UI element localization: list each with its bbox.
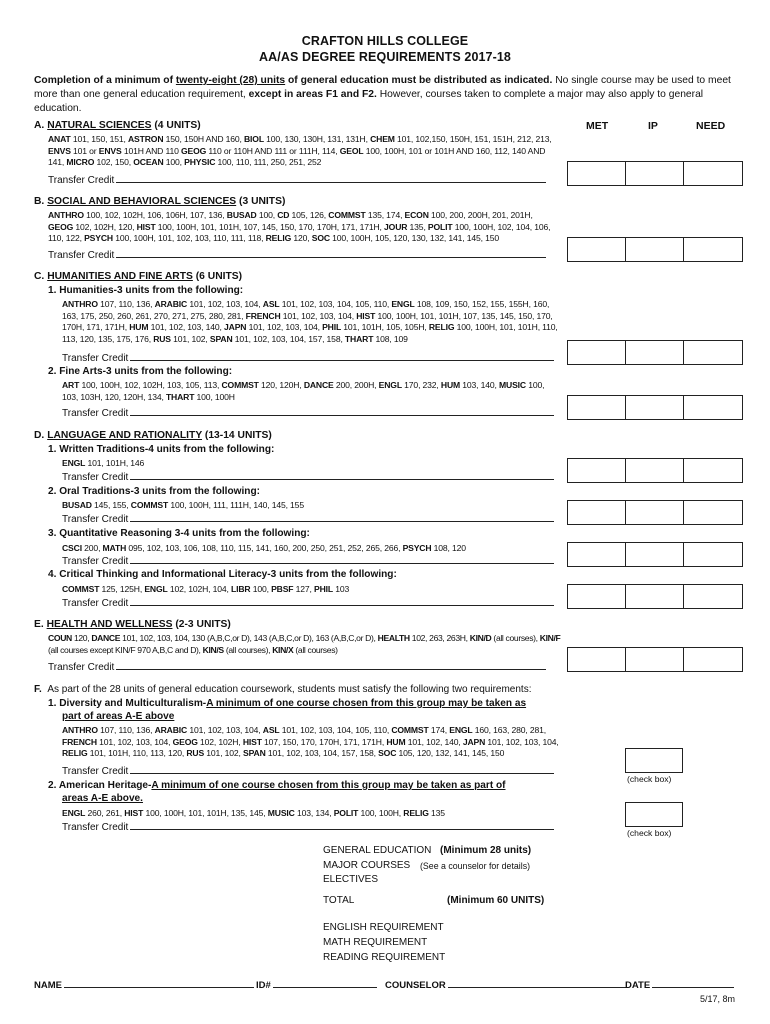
section-f1-title-cont: part of areas A-E above: [62, 711, 175, 722]
status-boxes-d4: [567, 584, 743, 609]
transfer-credit-line[interactable]: [130, 597, 554, 606]
section-b-courses: ANTHRO 100, 102, 102H, 106, 106H, 107, 136, BUSAD 100, CD 105, 126, COMMST 135, 174, ECON 100, 200, 200H, 201, 201H, GEOG 102, 102H, 120, HIST 100, 100H, 101, 101H, 107, 145, 150, 170, 170H, 171, 171H, JOUR 135, POLIT 100, 100H, 102, 104, 106, 110, 122, PSYCH 100, 100H, 101, 102, 103, 110, 111, 118, RELIG 120, SOC 100, 100H, 105, 120, 130, 132, 141, 145, 150: [48, 210, 551, 244]
section-d3-courses: CSCI 200, MATH 095, 102, 103, 106, 108, 110, 115, 141, 160, 200, 250, 251, 252, 265, 266, PSYCH 108, 120: [62, 543, 466, 553]
footer-counselor: COUNSELOR: [385, 979, 626, 991]
section-f2-title-cont: areas A-E above.: [62, 793, 143, 804]
id-line[interactable]: [273, 979, 377, 988]
ip-box[interactable]: [626, 238, 684, 261]
column-need: NEED: [696, 120, 726, 132]
footer-date: DATE: [625, 979, 734, 991]
transfer-credit-d3: Transfer Credit: [62, 555, 554, 567]
status-boxes-d2: [567, 500, 743, 525]
ip-box[interactable]: [626, 585, 684, 608]
check-box-label-f2: (check box): [627, 828, 672, 838]
met-box[interactable]: [568, 543, 626, 566]
ip-box[interactable]: [626, 501, 684, 524]
transfer-credit-f2: Transfer Credit: [62, 821, 554, 833]
section-f2-courses: ENGL 260, 261, HIST 100, 100H, 101, 101H, 135, 145, MUSIC 103, 134, POLIT 100, 100H, RELIG 135: [62, 808, 445, 818]
need-box[interactable]: [684, 648, 742, 671]
transfer-credit-line[interactable]: [130, 352, 554, 361]
ip-box[interactable]: [626, 341, 684, 364]
section-f2-title: 2. American Heritage-A minimum of one course chosen from this group may be taken as part of: [48, 780, 506, 791]
need-box[interactable]: [684, 238, 742, 261]
section-e-courses: COUN 120, DANCE 101, 102, 103, 104, 130 (A,B,C,or D), 143 (A,B,C,or D), 163 (A,B,C,or D), HEALTH 102, 263, 263H, KIN/D (all courses), KIN/F (all courses except KIN/F 970 A,B,C and D), KIN/S (all courses), KIN/X (all courses): [48, 633, 561, 655]
ip-box[interactable]: [626, 648, 684, 671]
ip-box[interactable]: [626, 459, 684, 482]
summary-major: MAJOR COURSES: [323, 860, 411, 871]
met-box[interactable]: [568, 501, 626, 524]
section-e-title: E. HEALTH AND WELLNESS (2-3 UNITS): [34, 619, 231, 630]
status-boxes-c2: [567, 395, 743, 420]
transfer-credit-c2: Transfer Credit: [62, 407, 554, 419]
summary-electives: ELECTIVES: [323, 874, 379, 885]
transfer-credit-c1: Transfer Credit: [62, 352, 554, 364]
met-box[interactable]: [568, 238, 626, 261]
met-box[interactable]: [568, 396, 626, 419]
section-b-title: B. SOCIAL AND BEHAVIORAL SCIENCES (3 UNITS): [34, 196, 286, 207]
met-box[interactable]: [568, 585, 626, 608]
need-box[interactable]: [684, 585, 742, 608]
footer-name: NAME: [34, 979, 254, 991]
need-box[interactable]: [684, 396, 742, 419]
need-box[interactable]: [684, 341, 742, 364]
summary-major-note: (See a counselor for details): [420, 861, 531, 871]
status-boxes-e: [567, 647, 743, 672]
intro-paragraph: Completion of a minimum of twenty-eight (28) units of general education must be distributed as indicated. No single course may be used to meet more than one general education requirement, except in areas F1 and F2. However, courses taken to complete a major may also apply to general education.: [34, 75, 731, 114]
summary-math: MATH REQUIREMENT: [323, 937, 428, 948]
section-c1-courses: ANTHRO 107, 110, 136, ARABIC 101, 102, 103, 104, ASL 101, 102, 103, 104, 105, 110, ENGL 108, 109, 150, 152, 155, 155H, 160, 163, 175, 250, 260, 261, 270, 271, 275, 280, 281, FRENCH 101, 102, 103, 104, HIST 100, 100H, 101, 101H, 107, 135, 145, 150, 170, 170H, 171, 171H, HUM 101, 102, 103, 140, JAPN 101, 102, 103, 104, PHIL 101, 101H, 105, 105H, RELIG 100, 100H, 101, 101H, 110, 113, 120, 135, 175, 176, RUS 101, 102, SPAN 101, 102, 103, 104, 157, 158, THART 108, 109: [62, 299, 558, 344]
section-d-title: D. LANGUAGE AND RATIONALITY (13-14 UNITS): [34, 430, 272, 441]
transfer-credit-line[interactable]: [130, 471, 554, 480]
transfer-credit-line[interactable]: [116, 249, 546, 258]
section-d2-courses: BUSAD 145, 155, COMMST 100, 100H, 111, 111H, 140, 145, 155: [62, 500, 304, 510]
summary-ge: GENERAL EDUCATION: [323, 845, 432, 856]
transfer-credit-d2: Transfer Credit: [62, 513, 554, 525]
summary-english: ENGLISH REQUIREMENT: [323, 922, 444, 933]
section-c2-title: 2. Fine Arts-3 units from the following:: [48, 366, 233, 377]
name-line[interactable]: [64, 979, 254, 988]
column-met: MET: [586, 120, 609, 132]
check-box[interactable]: [626, 803, 682, 826]
section-c1-title: 1. Humanities-3 units from the following:: [48, 285, 244, 296]
check-box-label-f1: (check box): [627, 774, 672, 784]
section-f1-courses: ANTHRO 107, 110, 136, ARABIC 101, 102, 103, 104, ASL 101, 102, 103, 104, 105, 110, COMMST 174, ENGL 160, 163, 280, 281, FRENCH 101, 102, 103, 104, GEOG 102, 102H, HIST 107, 150, 170, 170H, 171, 171H, HUM 101, 102, 140, JAPN 101, 102, 103, 104, RELIG 101, 101H, 110, 113, 120, RUS 101, 102, SPAN 101, 102, 103, 104, 157, 158, SOC 105, 120, 132, 141, 145, 150: [62, 725, 559, 759]
status-boxes-c1: [567, 340, 743, 365]
section-d1-title: 1. Written Traditions-4 units from the following:: [48, 444, 275, 455]
ip-box[interactable]: [626, 162, 684, 185]
summary-total: TOTAL: [323, 895, 355, 906]
transfer-credit-d1: Transfer Credit: [62, 471, 554, 483]
transfer-credit-b: Transfer Credit: [48, 249, 546, 261]
summary-reading: READING REQUIREMENT: [323, 952, 446, 963]
need-box[interactable]: [684, 459, 742, 482]
met-box[interactable]: [568, 648, 626, 671]
section-d2-title: 2. Oral Traditions-3 units from the following:: [48, 486, 260, 497]
section-c2-courses: ART 100, 100H, 102, 102H, 103, 105, 113, COMMST 120, 120H, DANCE 200, 200H, ENGL 170, 232, HUM 103, 140, MUSIC 100, 103, 103H, 120, 120H, 134, THART 100, 100H: [62, 380, 545, 402]
footer-id: ID#: [256, 979, 377, 991]
transfer-credit-line[interactable]: [130, 555, 554, 564]
status-boxes-d1: [567, 458, 743, 483]
transfer-credit-line[interactable]: [116, 661, 546, 670]
section-f1-title: 1. Diversity and Multiculturalism-A minimum of one course chosen from this group may be taken as: [48, 698, 527, 709]
version-label: 5/17, 8m: [700, 994, 736, 1004]
check-box-f1[interactable]: [625, 748, 683, 773]
transfer-credit-a: Transfer Credit: [48, 174, 546, 186]
transfer-credit-line[interactable]: [130, 407, 554, 416]
ip-box[interactable]: [626, 543, 684, 566]
date-line[interactable]: [652, 979, 734, 988]
document-title: AA/AS DEGREE REQUIREMENTS 2017-18: [259, 50, 511, 64]
section-f-intro: F. As part of the 28 units of general education coursework, students must satisfy the following two requirements:: [34, 684, 532, 695]
status-boxes-a: [567, 161, 743, 186]
summary-ge-note: (Minimum 28 units): [440, 845, 532, 856]
section-d4-title: 4. Critical Thinking and Informational Literacy-3 units from the following:: [48, 569, 397, 580]
college-name: CRAFTON HILLS COLLEGE: [301, 34, 469, 48]
counselor-line[interactable]: [448, 979, 626, 988]
transfer-credit-line[interactable]: [130, 513, 554, 522]
summary-total-note: (Minimum 60 UNITS): [447, 895, 545, 906]
met-box[interactable]: [568, 341, 626, 364]
section-a-title: A. NATURAL SCIENCES (4 UNITS): [34, 120, 201, 131]
transfer-credit-f1: Transfer Credit: [62, 765, 554, 777]
check-box[interactable]: [626, 749, 682, 772]
status-boxes-d3: [567, 542, 743, 567]
section-d3-title: 3. Quantitative Reasoning 3-4 units from the following:: [48, 528, 310, 539]
section-d1-courses: ENGL 101, 101H, 146: [62, 458, 145, 468]
need-box[interactable]: [684, 543, 742, 566]
check-box-f2[interactable]: [625, 802, 683, 827]
column-ip: IP: [648, 120, 658, 132]
status-boxes-b: [567, 237, 743, 262]
transfer-credit-line[interactable]: [130, 765, 554, 774]
section-d4-courses: COMMST 125, 125H, ENGL 102, 102H, 104, LIBR 100, PBSF 127, PHIL 103: [62, 584, 350, 594]
ip-box[interactable]: [626, 396, 684, 419]
met-box[interactable]: [568, 459, 626, 482]
section-a-courses: ANAT 101, 150, 151, ASTRON 150, 150H AND 160, BIOL 100, 130, 130H, 131, 131H, CHEM 101, 102,150, 150H, 151, 151H, 212, 213, ENVS 101 or ENVS 101H AND 110 GEOG 110 or 110H AND 111 or 111H, 114, GEOL 100, 100H, 101 or 101H AND 160, 112, 140 AND 141, MICRO 102, 150, OCEAN 100, PHYSIC 100, 110, 111, 250, 251, 252: [48, 134, 552, 168]
transfer-credit-line[interactable]: [116, 174, 546, 183]
section-c-title: C. HUMANITIES AND FINE ARTS (6 UNITS): [34, 271, 243, 282]
transfer-credit-line[interactable]: [130, 821, 554, 830]
transfer-credit-d4: Transfer Credit: [62, 597, 554, 609]
need-box[interactable]: [684, 501, 742, 524]
need-box[interactable]: [684, 162, 742, 185]
transfer-credit-e: Transfer Credit: [48, 661, 546, 673]
met-box[interactable]: [568, 162, 626, 185]
